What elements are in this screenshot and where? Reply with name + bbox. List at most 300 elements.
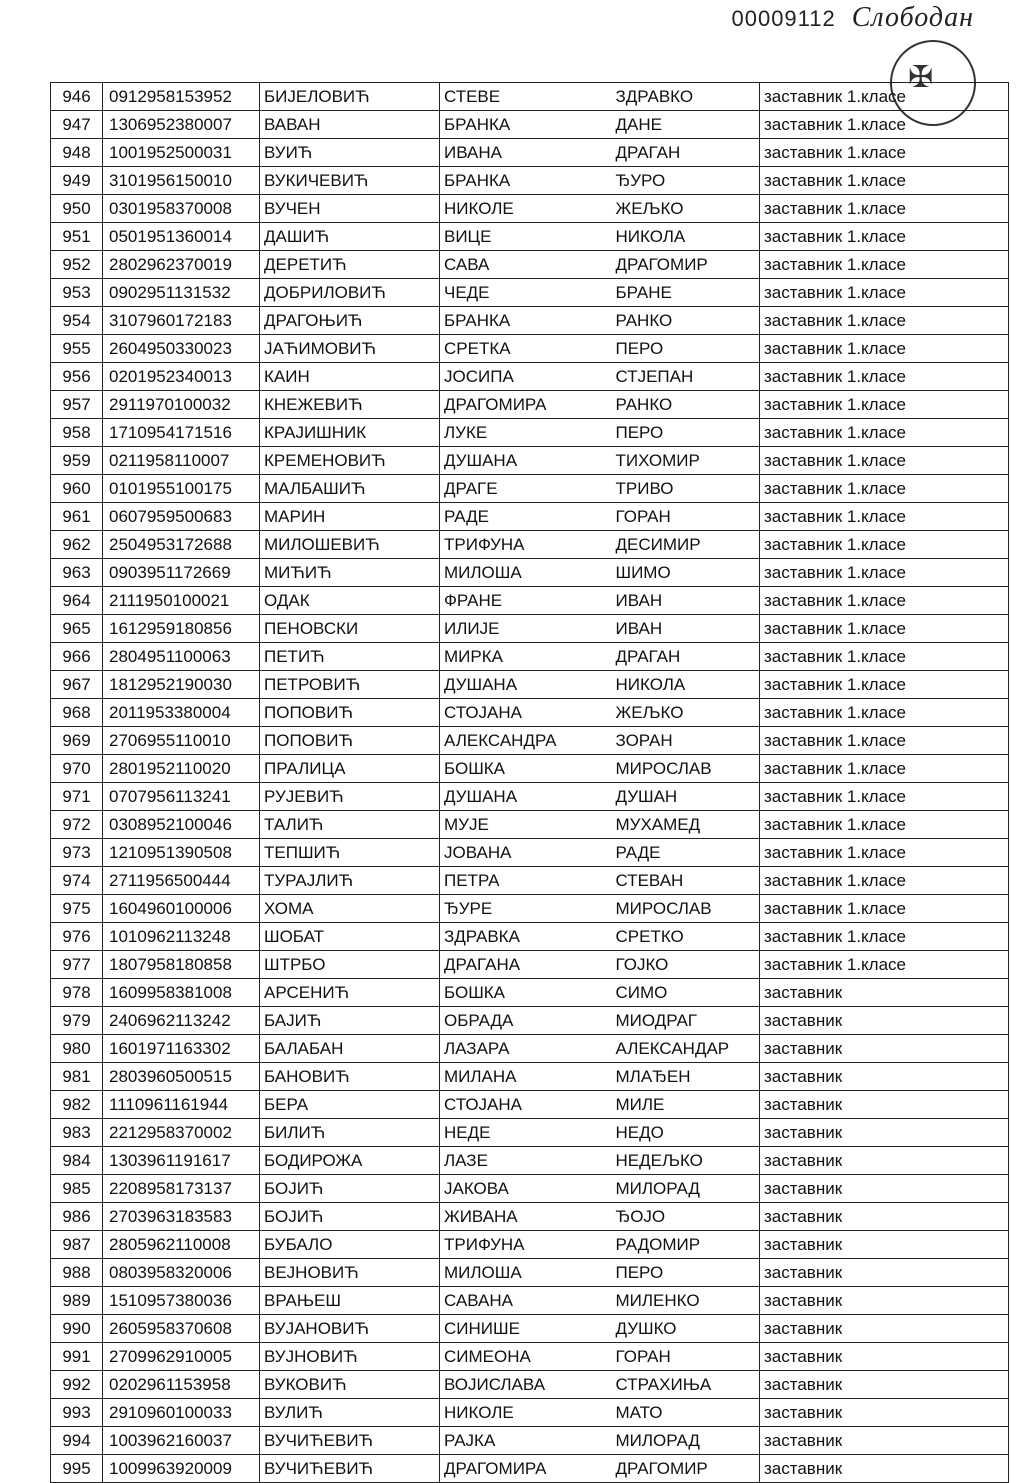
first-name-cell: РАНКО xyxy=(612,307,760,335)
rank-cell: заставник 1.класе xyxy=(760,783,1009,811)
surname-cell: ПЕТИЋ xyxy=(260,643,440,671)
jmbg-cell: 2802962370019 xyxy=(103,251,260,279)
rank-cell: заставник xyxy=(760,1203,1009,1231)
table-row xyxy=(51,559,1009,587)
personnel-table xyxy=(50,82,1009,1483)
surname-cell: ПОПОВИЋ xyxy=(260,727,440,755)
first-name-cell: ЗОРАН xyxy=(612,727,760,755)
surname-cell: ВУЛИЋ xyxy=(260,1399,440,1427)
surname-cell: ТАЛИЋ xyxy=(260,811,440,839)
jmbg-cell: 1010962113248 xyxy=(103,923,260,951)
surname-cell: КНЕЖЕВИЋ xyxy=(260,391,440,419)
rank-cell: заставник 1.класе xyxy=(760,83,1009,111)
first-name-cell: МИРОСЛАВ xyxy=(612,755,760,783)
surname-cell: ВУЧИЋЕВИЋ xyxy=(260,1427,440,1455)
jmbg-cell: 1510957380036 xyxy=(103,1287,260,1315)
father-name-cell: БРАНКА xyxy=(440,111,612,139)
jmbg-cell: 1710954171516 xyxy=(103,419,260,447)
rank-cell: заставник xyxy=(760,1231,1009,1259)
row-number: 981 xyxy=(51,1063,103,1091)
rank-cell: заставник 1.класе xyxy=(760,167,1009,195)
surname-cell: БАЈИЋ xyxy=(260,1007,440,1035)
surname-cell: АРСЕНИЋ xyxy=(260,979,440,1007)
jmbg-cell: 1812952190030 xyxy=(103,671,260,699)
jmbg-cell: 0101955100175 xyxy=(103,475,260,503)
surname-cell: ДРАГОЊИЋ xyxy=(260,307,440,335)
first-name-cell: ИВАН xyxy=(612,615,760,643)
surname-cell: ЈАЋИМОВИЋ xyxy=(260,335,440,363)
father-name-cell: ЛАЗЕ xyxy=(440,1147,612,1175)
table-row xyxy=(51,1091,1009,1119)
rank-cell: заставник 1.класе xyxy=(760,811,1009,839)
surname-cell: ДОБРИЛОВИЋ xyxy=(260,279,440,307)
first-name-cell: ЗДРАВКО xyxy=(612,83,760,111)
surname-cell: МИЋИЋ xyxy=(260,559,440,587)
father-name-cell: НЕДЕ xyxy=(440,1119,612,1147)
rank-cell: заставник xyxy=(760,1119,1009,1147)
first-name-cell: НИКОЛА xyxy=(612,671,760,699)
table-row xyxy=(51,1147,1009,1175)
father-name-cell: СРЕТКА xyxy=(440,335,612,363)
jmbg-cell: 1009963920009 xyxy=(103,1455,260,1483)
rank-cell: заставник 1.класе xyxy=(760,615,1009,643)
rank-cell: заставник xyxy=(760,1175,1009,1203)
jmbg-cell: 1601971163302 xyxy=(103,1035,260,1063)
father-name-cell: МИРКА xyxy=(440,643,612,671)
table-row xyxy=(51,1175,1009,1203)
father-name-cell: ИВАНА xyxy=(440,139,612,167)
first-name-cell: СТЕВАН xyxy=(612,867,760,895)
rank-cell: заставник 1.класе xyxy=(760,531,1009,559)
surname-cell: БОДИРОЖА xyxy=(260,1147,440,1175)
surname-cell: ВУИЋ xyxy=(260,139,440,167)
father-name-cell: СТЕВЕ xyxy=(440,83,612,111)
table-row xyxy=(51,1315,1009,1343)
table-row xyxy=(51,111,1009,139)
surname-cell: КАИН xyxy=(260,363,440,391)
rank-cell: заставник xyxy=(760,1091,1009,1119)
rank-cell: заставник xyxy=(760,1035,1009,1063)
first-name-cell: ДУШАН xyxy=(612,783,760,811)
row-number: 950 xyxy=(51,195,103,223)
rank-cell: заставник 1.класе xyxy=(760,867,1009,895)
surname-cell: КРЕМЕНОВИЋ xyxy=(260,447,440,475)
father-name-cell: БОШКА xyxy=(440,979,612,1007)
father-name-cell: ЖИВАНА xyxy=(440,1203,612,1231)
row-number: 982 xyxy=(51,1091,103,1119)
table-row xyxy=(51,867,1009,895)
rank-cell: заставник xyxy=(760,979,1009,1007)
first-name-cell: МИЛОРАД xyxy=(612,1175,760,1203)
jmbg-cell: 1609958381008 xyxy=(103,979,260,1007)
father-name-cell: СИМЕОНА xyxy=(440,1343,612,1371)
first-name-cell: ДРАГАН xyxy=(612,139,760,167)
first-name-cell: РАНКО xyxy=(612,391,760,419)
table-row xyxy=(51,139,1009,167)
surname-cell: ПОПОВИЋ xyxy=(260,699,440,727)
jmbg-cell: 2911970100032 xyxy=(103,391,260,419)
row-number: 972 xyxy=(51,811,103,839)
first-name-cell: ЂУРО xyxy=(612,167,760,195)
first-name-cell: ЖЕЉКО xyxy=(612,699,760,727)
table-row xyxy=(51,531,1009,559)
first-name-cell: МИЛЕНКО xyxy=(612,1287,760,1315)
jmbg-cell: 0903951172669 xyxy=(103,559,260,587)
surname-cell: БОЈИЋ xyxy=(260,1203,440,1231)
father-name-cell: ТРИФУНА xyxy=(440,1231,612,1259)
jmbg-cell: 2208958173137 xyxy=(103,1175,260,1203)
row-number: 969 xyxy=(51,727,103,755)
table-row xyxy=(51,895,1009,923)
father-name-cell: НИКОЛЕ xyxy=(440,195,612,223)
first-name-cell: ИВАН xyxy=(612,587,760,615)
first-name-cell: НИКОЛА xyxy=(612,223,760,251)
rank-cell: заставник 1.класе xyxy=(760,559,1009,587)
first-name-cell: ПЕРО xyxy=(612,419,760,447)
jmbg-cell: 1303961191617 xyxy=(103,1147,260,1175)
rank-cell: заставник xyxy=(760,1371,1009,1399)
first-name-cell: ДРАГОМИР xyxy=(612,251,760,279)
row-number: 948 xyxy=(51,139,103,167)
first-name-cell: МУХАМЕД xyxy=(612,811,760,839)
rank-cell: заставник 1.класе xyxy=(760,307,1009,335)
first-name-cell: ДЕСИМИР xyxy=(612,531,760,559)
row-number: 949 xyxy=(51,167,103,195)
table-row xyxy=(51,783,1009,811)
rank-cell: заставник 1.класе xyxy=(760,895,1009,923)
father-name-cell: ДУШАНА xyxy=(440,671,612,699)
jmbg-cell: 0607959500683 xyxy=(103,503,260,531)
father-name-cell: МИЛОША xyxy=(440,559,612,587)
row-number: 961 xyxy=(51,503,103,531)
jmbg-cell: 2910960100033 xyxy=(103,1399,260,1427)
rank-cell: заставник 1.класе xyxy=(760,503,1009,531)
father-name-cell: БОШКА xyxy=(440,755,612,783)
rank-cell: заставник 1.класе xyxy=(760,279,1009,307)
table-row xyxy=(51,1119,1009,1147)
row-number: 946 xyxy=(51,83,103,111)
jmbg-cell: 0707956113241 xyxy=(103,783,260,811)
father-name-cell: СТОЈАНА xyxy=(440,699,612,727)
table-row xyxy=(51,755,1009,783)
jmbg-cell: 1612959180856 xyxy=(103,615,260,643)
rank-cell: заставник 1.класе xyxy=(760,195,1009,223)
table-row xyxy=(51,699,1009,727)
father-name-cell: ДУШАНА xyxy=(440,783,612,811)
table-row xyxy=(51,167,1009,195)
table-row xyxy=(51,1035,1009,1063)
row-number: 990 xyxy=(51,1315,103,1343)
surname-cell: БИЈЕЛОВИЋ xyxy=(260,83,440,111)
surname-cell: КРАЈИШНИК xyxy=(260,419,440,447)
jmbg-cell: 1306952380007 xyxy=(103,111,260,139)
row-number: 986 xyxy=(51,1203,103,1231)
table-row xyxy=(51,587,1009,615)
table-row xyxy=(51,307,1009,335)
father-name-cell: СТОЈАНА xyxy=(440,1091,612,1119)
father-name-cell: МИЛАНА xyxy=(440,1063,612,1091)
row-number: 966 xyxy=(51,643,103,671)
jmbg-cell: 0912958153952 xyxy=(103,83,260,111)
jmbg-cell: 2406962113242 xyxy=(103,1007,260,1035)
rank-cell: заставник 1.класе xyxy=(760,419,1009,447)
row-number: 955 xyxy=(51,335,103,363)
father-name-cell: СИНИШЕ xyxy=(440,1315,612,1343)
table-row xyxy=(51,1399,1009,1427)
jmbg-cell: 2504953172688 xyxy=(103,531,260,559)
father-name-cell: ПЕТРА xyxy=(440,867,612,895)
first-name-cell: ШИМО xyxy=(612,559,760,587)
surname-cell: ПРАЛИЦА xyxy=(260,755,440,783)
row-number: 980 xyxy=(51,1035,103,1063)
table-body xyxy=(51,83,1009,1483)
rank-cell: заставник 1.класе xyxy=(760,139,1009,167)
jmbg-cell: 0501951360014 xyxy=(103,223,260,251)
jmbg-cell: 2711956500444 xyxy=(103,867,260,895)
row-number: 987 xyxy=(51,1231,103,1259)
row-number: 976 xyxy=(51,923,103,951)
jmbg-cell: 1210951390508 xyxy=(103,839,260,867)
jmbg-cell: 0902951131532 xyxy=(103,279,260,307)
rank-cell: заставник 1.класе xyxy=(760,111,1009,139)
surname-cell: БЕРА xyxy=(260,1091,440,1119)
father-name-cell: РАЈКА xyxy=(440,1427,612,1455)
row-number: 957 xyxy=(51,391,103,419)
table-row xyxy=(51,1371,1009,1399)
rank-cell: заставник 1.класе xyxy=(760,699,1009,727)
father-name-cell: САВАНА xyxy=(440,1287,612,1315)
row-number: 975 xyxy=(51,895,103,923)
row-number: 971 xyxy=(51,783,103,811)
header-mark xyxy=(731,2,974,34)
first-name-cell: ДРАГАН xyxy=(612,643,760,671)
row-number: 988 xyxy=(51,1259,103,1287)
rank-cell: заставник xyxy=(760,1343,1009,1371)
jmbg-cell: 0308952100046 xyxy=(103,811,260,839)
father-name-cell: ДРАГАНА xyxy=(440,951,612,979)
table-row xyxy=(51,979,1009,1007)
row-number: 983 xyxy=(51,1119,103,1147)
first-name-cell: ДУШКО xyxy=(612,1315,760,1343)
jmbg-cell: 0202961153958 xyxy=(103,1371,260,1399)
row-number: 962 xyxy=(51,531,103,559)
rank-cell: заставник xyxy=(760,1063,1009,1091)
first-name-cell: ГОРАН xyxy=(612,1343,760,1371)
surname-cell: ВЕЈНОВИЋ xyxy=(260,1259,440,1287)
first-name-cell: ПЕРО xyxy=(612,335,760,363)
row-number: 960 xyxy=(51,475,103,503)
surname-cell: ВУКОВИЋ xyxy=(260,1371,440,1399)
first-name-cell: АЛЕКСАНДАР xyxy=(612,1035,760,1063)
father-name-cell: РАДЕ xyxy=(440,503,612,531)
father-name-cell: МИЛОША xyxy=(440,1259,612,1287)
first-name-cell: МИЛЕ xyxy=(612,1091,760,1119)
row-number: 963 xyxy=(51,559,103,587)
surname-cell: ДЕРЕТИЋ xyxy=(260,251,440,279)
rank-cell: заставник 1.класе xyxy=(760,223,1009,251)
father-name-cell: ЈОСИПА xyxy=(440,363,612,391)
table-row xyxy=(51,1343,1009,1371)
surname-cell: МИЛОШЕВИЋ xyxy=(260,531,440,559)
father-name-cell: ДРАГОМИРА xyxy=(440,1455,612,1483)
table-row xyxy=(51,839,1009,867)
father-name-cell: АЛЕКСАНДРА xyxy=(440,727,612,755)
surname-cell: ВУЈНОВИЋ xyxy=(260,1343,440,1371)
first-name-cell: СТРАХИЊА xyxy=(612,1371,760,1399)
rank-cell: заставник 1.класе xyxy=(760,839,1009,867)
rank-cell: заставник xyxy=(760,1455,1009,1483)
first-name-cell: ПЕРО xyxy=(612,1259,760,1287)
surname-cell: ВУЧЕН xyxy=(260,195,440,223)
row-number: 977 xyxy=(51,951,103,979)
rank-cell: заставник 1.класе xyxy=(760,923,1009,951)
jmbg-cell: 1003962160037 xyxy=(103,1427,260,1455)
surname-cell: ВУЈАНОВИЋ xyxy=(260,1315,440,1343)
table-row xyxy=(51,335,1009,363)
surname-cell: ХОМА xyxy=(260,895,440,923)
table-row xyxy=(51,279,1009,307)
jmbg-cell: 2604950330023 xyxy=(103,335,260,363)
rank-cell: заставник 1.класе xyxy=(760,727,1009,755)
rank-cell: заставник xyxy=(760,1259,1009,1287)
row-number: 959 xyxy=(51,447,103,475)
jmbg-cell: 2605958370608 xyxy=(103,1315,260,1343)
first-name-cell: ЖЕЉКО xyxy=(612,195,760,223)
first-name-cell: СИМО xyxy=(612,979,760,1007)
surname-cell: ДАШИЋ xyxy=(260,223,440,251)
rank-cell: заставник 1.класе xyxy=(760,335,1009,363)
father-name-cell: ВОЈИСЛАВА xyxy=(440,1371,612,1399)
jmbg-cell: 0211958110007 xyxy=(103,447,260,475)
rank-cell: заставник xyxy=(760,1399,1009,1427)
surname-cell: БОЈИЋ xyxy=(260,1175,440,1203)
jmbg-cell: 2801952110020 xyxy=(103,755,260,783)
jmbg-cell: 0201952340013 xyxy=(103,363,260,391)
father-name-cell: ФРАНЕ xyxy=(440,587,612,615)
father-name-cell: БРАНКА xyxy=(440,167,612,195)
row-number: 958 xyxy=(51,419,103,447)
rank-cell: заставник 1.класе xyxy=(760,643,1009,671)
first-name-cell: МИРОСЛАВ xyxy=(612,895,760,923)
jmbg-cell: 2011953380004 xyxy=(103,699,260,727)
first-name-cell: БРАНЕ xyxy=(612,279,760,307)
first-name-cell: ГОРАН xyxy=(612,503,760,531)
rank-cell: заставник 1.класе xyxy=(760,363,1009,391)
jmbg-cell: 0301958370008 xyxy=(103,195,260,223)
first-name-cell: РАДОМИР xyxy=(612,1231,760,1259)
jmbg-cell: 2706955110010 xyxy=(103,727,260,755)
first-name-cell: ДАНЕ xyxy=(612,111,760,139)
row-number: 967 xyxy=(51,671,103,699)
surname-cell: ШТРБО xyxy=(260,951,440,979)
rank-cell: заставник 1.класе xyxy=(760,447,1009,475)
table-row xyxy=(51,1063,1009,1091)
surname-cell: ВАВАН xyxy=(260,111,440,139)
table-row xyxy=(51,195,1009,223)
row-number: 974 xyxy=(51,867,103,895)
table-row xyxy=(51,1231,1009,1259)
row-number: 993 xyxy=(51,1399,103,1427)
table-row xyxy=(51,727,1009,755)
surname-cell: БУБАЛО xyxy=(260,1231,440,1259)
rank-cell: заставник 1.класе xyxy=(760,671,1009,699)
jmbg-cell: 2709962910005 xyxy=(103,1343,260,1371)
table-row xyxy=(51,1427,1009,1455)
first-name-cell: НЕДО xyxy=(612,1119,760,1147)
surname-cell: ПЕНОВСКИ xyxy=(260,615,440,643)
table-row xyxy=(51,503,1009,531)
row-number: 989 xyxy=(51,1287,103,1315)
first-name-cell: СРЕТКО xyxy=(612,923,760,951)
jmbg-cell: 3101956150010 xyxy=(103,167,260,195)
first-name-cell: МИОДРАГ xyxy=(612,1007,760,1035)
row-number: 956 xyxy=(51,363,103,391)
rank-cell: заставник 1.класе xyxy=(760,251,1009,279)
row-number: 985 xyxy=(51,1175,103,1203)
father-name-cell: САВА xyxy=(440,251,612,279)
table-row xyxy=(51,643,1009,671)
row-number: 968 xyxy=(51,699,103,727)
first-name-cell: МАТО xyxy=(612,1399,760,1427)
surname-cell: БАЛАБАН xyxy=(260,1035,440,1063)
surname-cell: ВУКИЧЕВИЋ xyxy=(260,167,440,195)
first-name-cell: ТРИВО xyxy=(612,475,760,503)
table-row xyxy=(51,83,1009,111)
father-name-cell: ЗДРАВКА xyxy=(440,923,612,951)
father-name-cell: ДРАГЕ xyxy=(440,475,612,503)
row-number: 979 xyxy=(51,1007,103,1035)
jmbg-cell: 2805962110008 xyxy=(103,1231,260,1259)
table-row xyxy=(51,1259,1009,1287)
father-name-cell: ОБРАДА xyxy=(440,1007,612,1035)
table-row xyxy=(51,1203,1009,1231)
jmbg-cell: 2111950100021 xyxy=(103,587,260,615)
row-number: 954 xyxy=(51,307,103,335)
father-name-cell: МУЈЕ xyxy=(440,811,612,839)
surname-cell: БАНОВИЋ xyxy=(260,1063,440,1091)
stamp-emblem-icon: ✠ xyxy=(908,61,934,94)
row-number: 965 xyxy=(51,615,103,643)
table-row xyxy=(51,615,1009,643)
father-name-cell: ЈОВАНА xyxy=(440,839,612,867)
surname-cell: ПЕТРОВИЋ xyxy=(260,671,440,699)
row-number: 992 xyxy=(51,1371,103,1399)
father-name-cell: БРАНКА xyxy=(440,307,612,335)
first-name-cell: МЛАЂЕН xyxy=(612,1063,760,1091)
table-row xyxy=(51,1287,1009,1315)
father-name-cell: ЧЕДЕ xyxy=(440,279,612,307)
jmbg-cell: 2703963183583 xyxy=(103,1203,260,1231)
jmbg-cell: 1807958180858 xyxy=(103,951,260,979)
surname-cell: ТЕПШИЋ xyxy=(260,839,440,867)
first-name-cell: РАДЕ xyxy=(612,839,760,867)
surname-cell: МАРИН xyxy=(260,503,440,531)
rank-cell: заставник 1.класе xyxy=(760,391,1009,419)
father-name-cell: НИКОЛЕ xyxy=(440,1399,612,1427)
table-row xyxy=(51,419,1009,447)
table-row xyxy=(51,1007,1009,1035)
first-name-cell: ЂОЈО xyxy=(612,1203,760,1231)
father-name-cell: ЛАЗАРА xyxy=(440,1035,612,1063)
rank-cell: заставник xyxy=(760,1287,1009,1315)
father-name-cell: ДУШАНА xyxy=(440,447,612,475)
row-number: 952 xyxy=(51,251,103,279)
first-name-cell: НЕДЕЉКО xyxy=(612,1147,760,1175)
table-row xyxy=(51,447,1009,475)
document-number: 00009112 xyxy=(731,6,836,31)
jmbg-cell: 0803958320006 xyxy=(103,1259,260,1287)
table-row xyxy=(51,671,1009,699)
